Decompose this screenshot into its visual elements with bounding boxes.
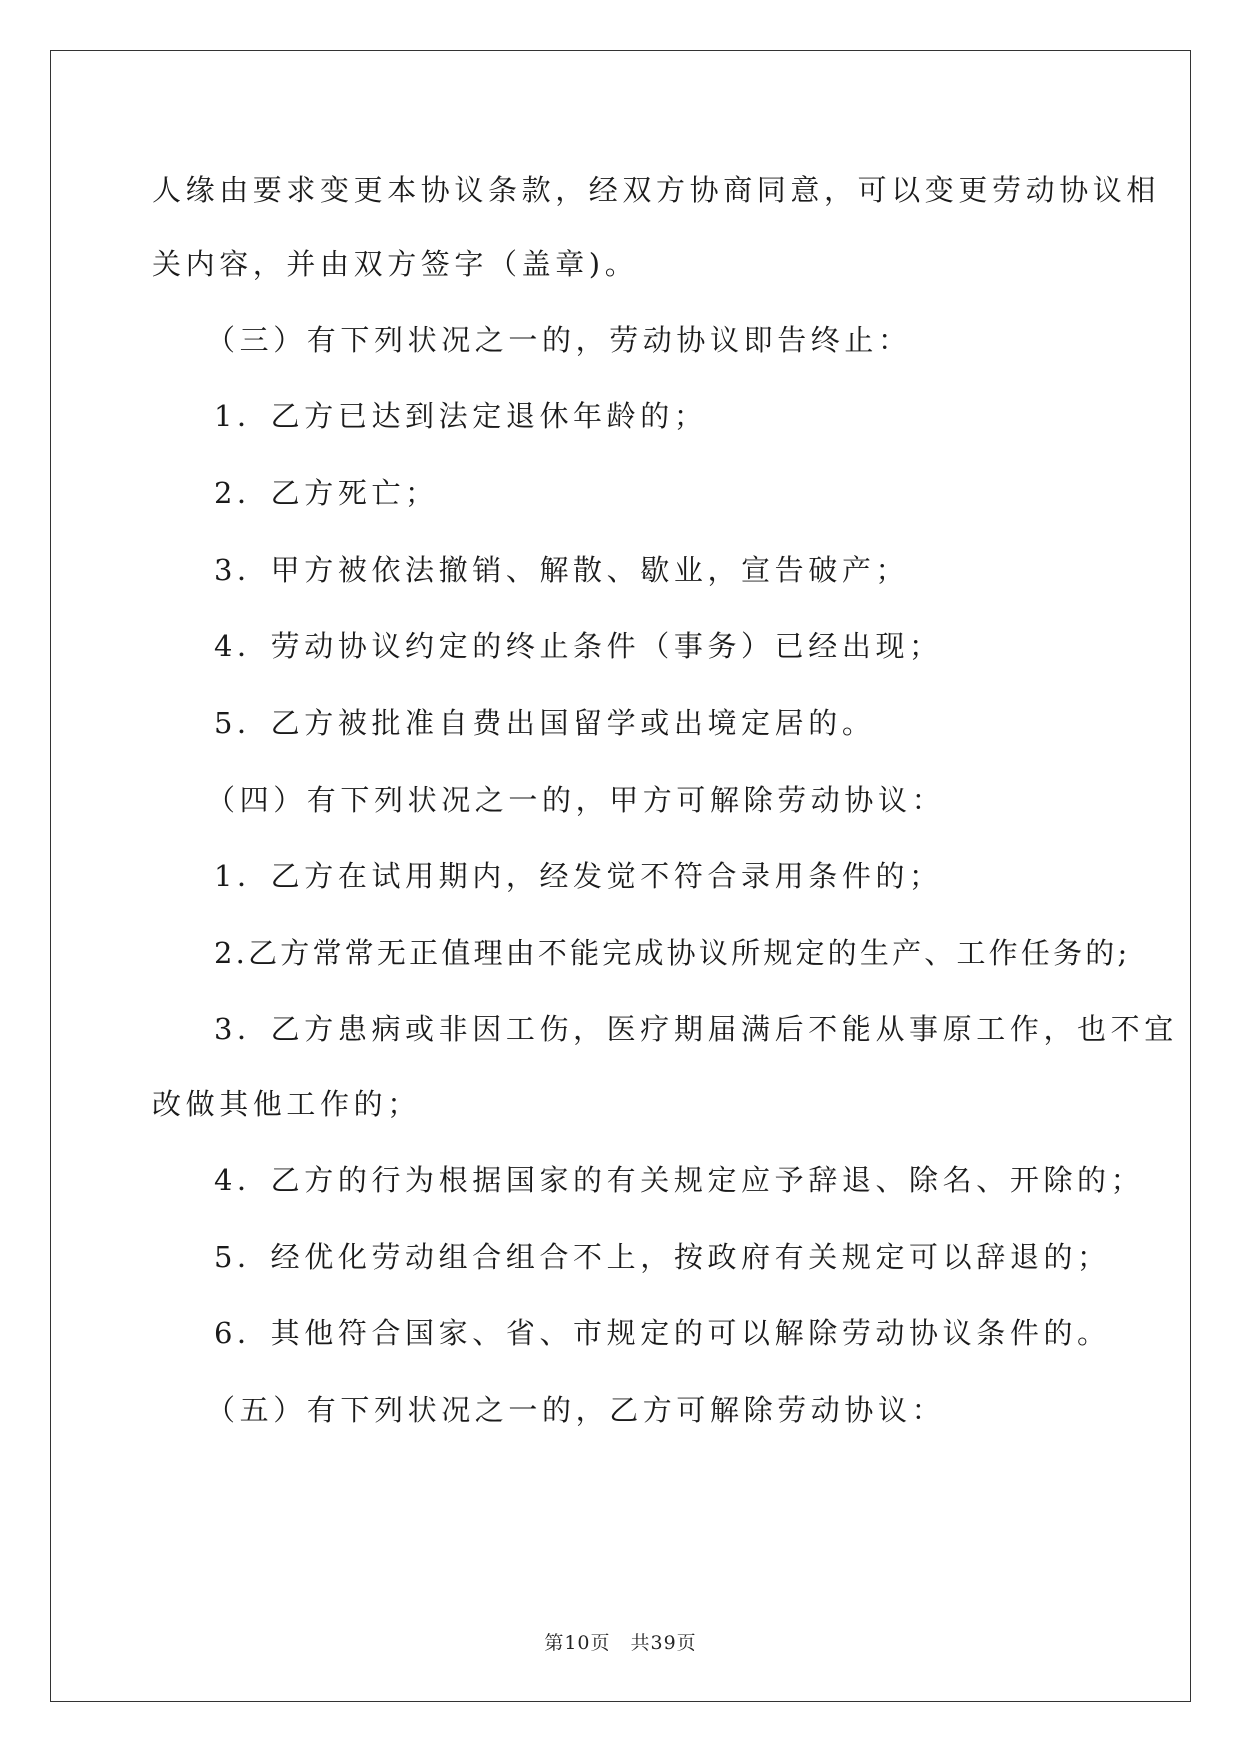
paragraph-line: 关内容，并由双方签字（盖章)。 [152, 247, 639, 281]
section-heading: （四）有下列状况之一的，甲方可解除劳动协议： [206, 783, 946, 817]
list-item: 5．乙方被批准自费出国留学或出境定居的。 [214, 706, 876, 740]
list-item: 2.乙方常常无正值理由不能完成协议所规定的生产、工作任务的; [214, 936, 1131, 970]
paragraph-line: 人缘由要求变更本协议条款，经双方协商同意，可以变更劳动协议相 [152, 173, 1161, 207]
list-item: 2．乙方死亡； [214, 476, 439, 510]
list-item: 1．乙方已达到法定退休年龄的； [214, 399, 708, 433]
list-item: 6．其他符合国家、省、市规定的可以解除劳动协议条件的。 [214, 1316, 1111, 1350]
list-item: 3．甲方被依法撤销、解散、歇业，宣告破产； [214, 553, 910, 587]
section-heading: （三）有下列状况之一的，劳动协议即告终止： [206, 323, 912, 357]
list-item: 4．劳动协议约定的终止条件（事务）已经出现； [214, 629, 943, 663]
list-item: 5．经优化劳动组合组合不上，按政府有关规定可以辞退的； [214, 1240, 1111, 1274]
section-heading: （五）有下列状况之一的，乙方可解除劳动协议： [206, 1393, 946, 1427]
paragraph-line: 改做其他工作的； [152, 1087, 421, 1121]
page-number: 第10页 共39页 [544, 1632, 697, 1654]
list-item: 1．乙方在试用期内，经发觉不符合录用条件的； [214, 859, 943, 893]
list-item: 4．乙方的行为根据国家的有关规定应予辞退、除名、开除的； [214, 1163, 1145, 1197]
list-item: 3．乙方患病或非因工伤，医疗期届满后不能从事原工作，也不宜 [214, 1012, 1178, 1046]
